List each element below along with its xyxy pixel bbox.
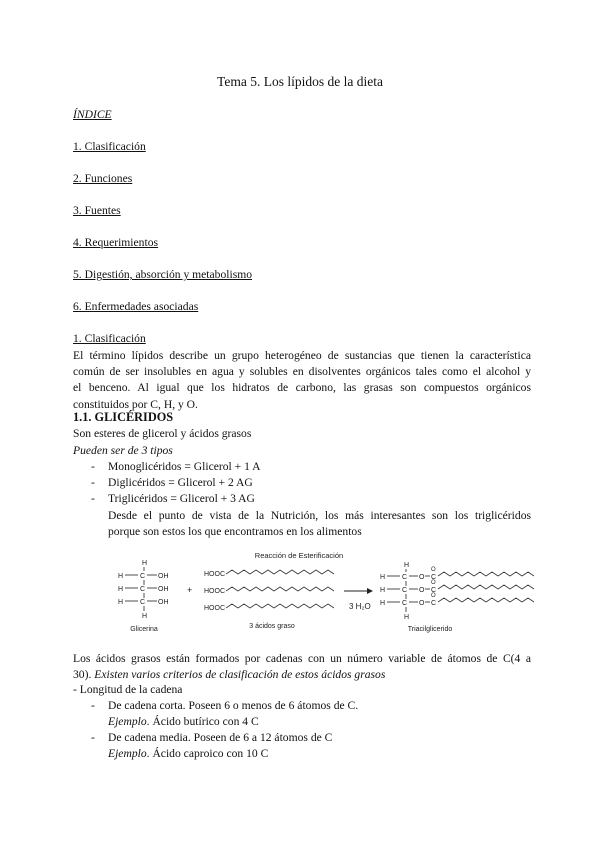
svg-text:H: H bbox=[380, 600, 386, 607]
list-item: Diglicéridos = Glicerol + 2 AG bbox=[108, 476, 253, 489]
list-item: Monoglicéridos = Glicerol + 1 A bbox=[108, 460, 261, 473]
index-item-clasificacion[interactable]: 1. Clasificación bbox=[73, 140, 146, 153]
intro-line: el benceno. Al igual que los hidratos de carbono, las grasas son compuestos orgánicos bbox=[73, 381, 531, 395]
length-item: De cadena corta. Poseen 6 o menos de 6 átomos de C. bbox=[108, 699, 359, 712]
svg-text:C: C bbox=[402, 600, 408, 607]
svg-text:C: C bbox=[140, 573, 146, 580]
svg-text:C: C bbox=[431, 587, 437, 594]
svg-text:C: C bbox=[431, 600, 437, 607]
length-heading: - Longitud de la cadena bbox=[73, 683, 183, 696]
index-item-digestion[interactable]: 5. Digestión, absorción y metabolismo bbox=[73, 268, 253, 281]
svg-text:H: H bbox=[118, 586, 124, 593]
example-text: . Ácido butírico con 4 C bbox=[146, 715, 259, 728]
plus-sign: + bbox=[187, 585, 193, 595]
svg-text:H: H bbox=[142, 613, 148, 620]
example-label: Ejemplo bbox=[108, 747, 147, 760]
length-item: De cadena media. Poseen de 6 a 12 átomos de C bbox=[108, 731, 333, 744]
svg-text:H: H bbox=[404, 562, 410, 569]
intro-line: constituidos por C, H, y O. bbox=[73, 397, 198, 411]
index-item-funciones[interactable]: 2. Funciones bbox=[73, 172, 133, 185]
svg-text:H: H bbox=[380, 574, 386, 581]
svg-text:C: C bbox=[402, 587, 408, 594]
note-line: porque son estos los que encontramos en los alimentos bbox=[108, 525, 362, 539]
list-bullet: - bbox=[91, 699, 95, 712]
subheading-gliceridos: 1.1. GLICÉRIDOS bbox=[73, 410, 174, 424]
index-item-requerimientos[interactable]: 4. Requerimientos bbox=[73, 236, 159, 249]
fatty-acids-line: Los ácidos grasos están formados por cadenas con un número variable de átomos de C(4 a bbox=[73, 652, 531, 665]
example-label: Ejemplo bbox=[108, 715, 147, 728]
criteria-text: Existen varios criterios de clasificación de estos ácidos grasos bbox=[94, 668, 386, 682]
glycerol-label: Glicerina bbox=[130, 626, 158, 633]
svg-text:O: O bbox=[431, 580, 436, 586]
index-item-enfermedades[interactable]: 6. Enfermedades asociadas bbox=[73, 300, 199, 313]
intro-line: El término lípidos describe un grupo heterogéneo de sustancias que tienen la característica bbox=[73, 349, 531, 362]
svg-text:OH: OH bbox=[158, 586, 169, 593]
figure-title: Reacción de Esterificación bbox=[254, 551, 344, 560]
svg-text:C: C bbox=[402, 574, 408, 581]
svg-text:HOOC: HOOC bbox=[204, 605, 225, 612]
water-label: 3 H₂O bbox=[349, 602, 371, 611]
fatty-acids-label: 3 ácidos graso bbox=[249, 623, 295, 630]
svg-text:HOOC: HOOC bbox=[204, 571, 225, 578]
example-text: . Ácido caproico con 10 C bbox=[146, 747, 269, 760]
svg-text:OH: OH bbox=[158, 599, 169, 606]
fatty-acids-line: 30). bbox=[73, 668, 92, 682]
esterification-figure bbox=[112, 547, 542, 635]
reaction-arrow bbox=[344, 588, 373, 594]
fatty-acid-chains bbox=[204, 570, 334, 612]
svg-text:C: C bbox=[140, 586, 146, 593]
triglyceride-chains bbox=[438, 572, 534, 602]
svg-text:H: H bbox=[380, 587, 386, 594]
svg-text:OH: OH bbox=[158, 573, 169, 580]
svg-text:O: O bbox=[419, 587, 425, 594]
list-bullet: - bbox=[91, 476, 95, 489]
triglyceride-structure bbox=[380, 562, 436, 621]
svg-text:O: O bbox=[431, 567, 436, 573]
svg-text:O: O bbox=[419, 600, 425, 607]
fatty-acids-paragraph bbox=[73, 651, 531, 683]
glycerol-structure bbox=[118, 560, 169, 620]
triglyceride-label: Triacilglicerido bbox=[407, 626, 453, 633]
note-line: Desde el punto de vista de la Nutrición, los más interesantes son los triglicéridos bbox=[108, 509, 531, 522]
types-intro: Pueden ser de 3 tipos bbox=[73, 444, 173, 457]
esterification-diagram bbox=[112, 547, 542, 635]
index-item-fuentes[interactable]: 3. Fuentes bbox=[73, 204, 121, 217]
fatty-acids-line-end bbox=[73, 667, 531, 683]
list-item: Triglicéridos = Glicerol + 3 AG bbox=[108, 492, 255, 505]
svg-text:HOOC: HOOC bbox=[204, 588, 225, 595]
list-bullet: - bbox=[91, 460, 95, 473]
svg-text:C: C bbox=[140, 599, 146, 606]
intro-paragraph bbox=[73, 348, 531, 413]
length-example bbox=[108, 715, 259, 728]
gliceridos-definition: Son esteres de glicerol y ácidos grasos bbox=[73, 427, 252, 440]
page-title: Tema 5. Los lípidos de la dieta bbox=[217, 74, 383, 89]
index-heading: ÍNDICE bbox=[73, 108, 112, 121]
svg-text:H: H bbox=[404, 614, 410, 621]
list-bullet: - bbox=[91, 731, 95, 744]
intro-line: común de ser insolubles en agua y solubles en disolventes orgánicos tales como el alcohol y bbox=[73, 365, 531, 379]
section-heading: 1. Clasificación bbox=[73, 332, 146, 345]
svg-text:H: H bbox=[118, 573, 124, 580]
svg-text:H: H bbox=[142, 560, 148, 567]
svg-text:H: H bbox=[118, 599, 124, 606]
list-bullet: - bbox=[91, 492, 95, 505]
svg-text:O: O bbox=[419, 574, 425, 581]
note-paragraph bbox=[108, 508, 531, 540]
length-example bbox=[108, 747, 268, 760]
svg-text:C: C bbox=[431, 574, 437, 581]
svg-text:O: O bbox=[431, 593, 436, 599]
